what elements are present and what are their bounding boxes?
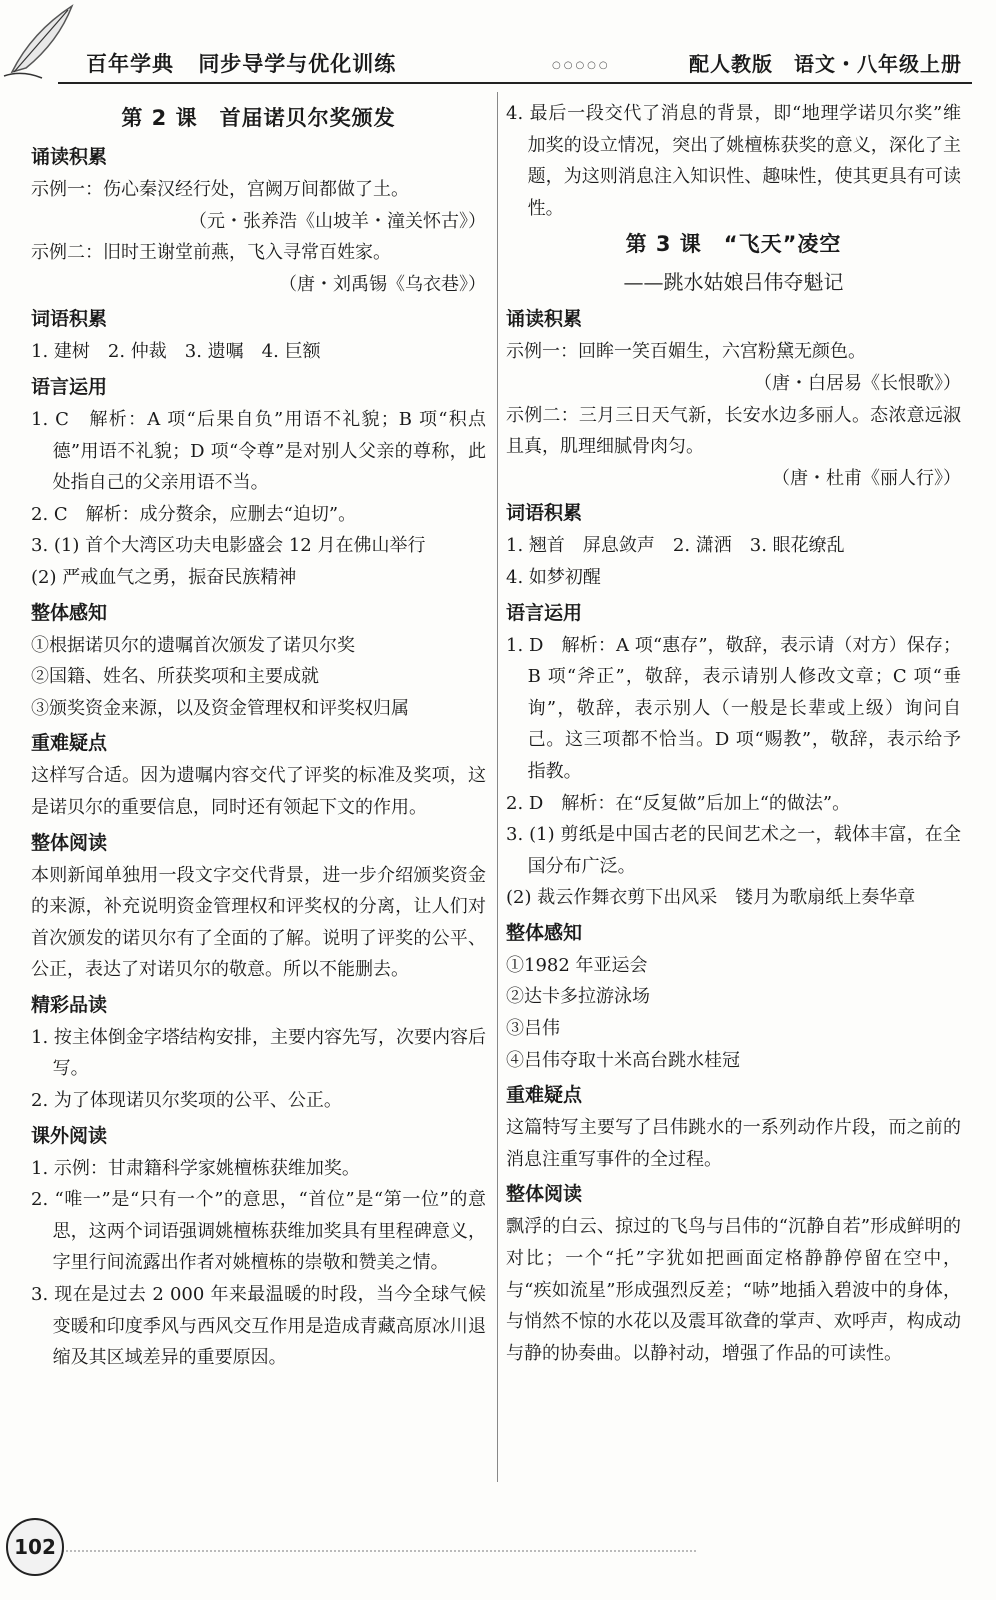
numbered-answer: (2) 裁云作舞衣剪下出风采 镂月为歌扇纸上奏华章 [506, 887, 916, 909]
book-brand [86, 48, 396, 78]
paragraph: ④吕伟夺取十米高台跳水桂冠 [506, 1049, 740, 1071]
section-heading: 词语积累 [506, 502, 583, 525]
section-heading: 整体阅读 [506, 1183, 583, 1206]
paragraph: 示例二：旧时王谢堂前燕，飞入寻常百姓家。 [31, 242, 391, 264]
header-rule [58, 82, 972, 84]
brand-subtitle: 同步导学与优化训练 [198, 52, 397, 76]
lesson-title: 第 2 课 首届诺贝尔奖颁发 [121, 106, 396, 130]
numbered-answer: 3. (1) 剪纸是中国古老的民间艺术之一，载体丰富，在全国分布广泛。 [506, 824, 961, 877]
header-dots: ○○○○○ [552, 60, 611, 71]
section-heading: 语言运用 [31, 375, 108, 398]
section-heading: 整体阅读 [31, 831, 108, 854]
source-citation: （唐・白居易《长恨歌》） [754, 372, 961, 394]
source-citation: （元・张养浩《山坡羊・潼关怀古》） [189, 210, 486, 232]
numbered-answer: 1. C 解析：A 项“后果自负”用语不礼貌；B 项“积点德”用语不礼貌；D 项“令尊”是对别人父亲的尊称，此处指自己的父亲用语不当。 [31, 408, 486, 494]
section-heading: 词语积累 [31, 308, 108, 331]
page-header [0, 0, 996, 88]
section-heading: 整体感知 [506, 921, 583, 944]
numbered-answer: 1. D 解析：A 项“惠存”，敬辞，表示请（对方）保存；B 项“斧正”，敬辞，表示请别人修改文章；C 项“垂询”，敬辞，表示别人（一般是长辈或上级）询问自己。这三项都不恰当。D 项“赐教”，敬辞，表示给予指教。 [506, 634, 961, 782]
paragraph: 4. 如梦初醒 [506, 566, 601, 588]
paragraph: ①1982 年亚运会 [506, 954, 648, 976]
page-footer [0, 1500, 996, 1600]
paragraph: 示例二：三月三日天气新，长安水边多丽人。态浓意远淑且真，肌理细腻骨肉匀。 [506, 404, 961, 458]
column-divider [497, 92, 498, 1482]
paragraph: ③吕伟 [506, 1018, 560, 1040]
brand-name: 百年学典 [86, 52, 174, 76]
section-heading: 整体感知 [31, 601, 108, 624]
numbered-answer: 2. D 解析：在“反复做”后加上“的做法”。 [506, 792, 851, 814]
section-heading: 语言运用 [506, 601, 583, 624]
numbered-answer: (2) 严戒血气之勇，振奋民族精神 [31, 566, 297, 588]
feather-quill-icon [2, 2, 82, 84]
paragraph: 示例一：伤心秦汉经行处，宫阙万间都做了土。 [31, 179, 409, 200]
section-heading: 诵读积累 [506, 308, 583, 331]
section-heading: 课外阅读 [31, 1124, 108, 1147]
source-citation: （唐・杜甫《丽人行》） [772, 467, 961, 489]
paragraph: ②国籍、姓名、所获奖项和主要成就 [31, 666, 319, 688]
paragraph: 这篇特写主要写了吕伟跳水的一系列动作片段，而之前的消息注重写事件的全过程。 [506, 1117, 961, 1170]
section-heading: 重难疑点 [506, 1084, 583, 1107]
numbered-answer: 2. C 解析：成分赘余，应删去“迫切”。 [31, 503, 357, 525]
paragraph: 这样写合适。因为遗嘱内容交代了评奖的标准及奖项，这是诺贝尔的重要信息，同时还有领起下文的作用。 [31, 765, 486, 818]
paragraph: 本则新闻单独用一段文字交代背景，进一步介绍颁奖资金的来源，补充说明资金管理权和评奖权的分离，让人们对首次颁发的诺贝尔有了全面的了解。说明了评奖的公平、公正，表达了对诺贝尔的敬意。所以不能删去。 [31, 864, 486, 981]
numbered-answer: 2. “唯一”是“只有一个”的意思，“首位”是“第一位”的意思，这两个词语强调姚檀栋获维加奖具有里程碑意义，字里行间流露出作者对姚檀栋的崇敬和赞美之情。 [31, 1189, 486, 1274]
paragraph: ③颁奖资金来源，以及资金管理权和评奖权归属 [31, 697, 409, 719]
numbered-answer: 1. 示例：甘肃籍科学家姚檀栋获维加奖。 [31, 1157, 360, 1179]
numbered-answer: 4. 最后一段交代了消息的背景，即“地理学诺贝尔奖”维加奖的设立情况，突出了姚檀栋获奖的意义，深化了主题，为这则消息注入知识性、趣味性，使其更具有可读性。 [506, 103, 961, 219]
section-heading: 诵读积累 [31, 146, 108, 168]
lesson-title: 第 3 课 “飞天”凌空 [625, 232, 842, 257]
numbered-answer: 2. 为了体现诺贝尔奖项的公平、公正。 [31, 1090, 342, 1112]
numbered-answer: 3. (1) 首个大湾区功夫电影盛会 12 月在佛山举行 [31, 535, 426, 557]
section-heading: 精彩品读 [31, 993, 108, 1016]
lesson-subtitle: ——跳水姑娘吕伟夺魁记 [623, 270, 844, 295]
paragraph: 飘浮的白云、掠过的飞鸟与吕伟的“沉静自若”形成鲜明的对比；一个“托”字犹如把画面定格静静停留在空中，与“疾如流星”形成强烈反差；“哧”地插入碧波中的身体，与悄然不惊的水花以及震耳欲聋的掌声、欢呼声，构成动与静的协奏曲。以静衬动，增强了作品的可读性。 [506, 1216, 961, 1364]
source-citation: （唐・刘禹锡《乌衣巷》） [279, 273, 486, 295]
right-column [506, 98, 961, 1369]
paragraph: 1. 翘首 屏息敛声 2. 潇洒 3. 眼花缭乱 [506, 535, 845, 557]
page-number: 102 [6, 1518, 64, 1576]
numbered-answer: 3. 现在是过去 2 000 年来最温暖的时段，当今全球气候变暖和印度季风与西风交互作用是造成青藏高原冰川退缩及其区域差异的重要原因。 [31, 1284, 486, 1369]
edition-label: 配人教版 语文・八年级上册 [689, 52, 962, 76]
paragraph: ①根据诺贝尔的遗嘱首次颁发了诺贝尔奖 [31, 634, 355, 656]
numbered-answer: 1. 按主体倒金字塔结构安排，主要内容先写，次要内容后写。 [31, 1026, 486, 1080]
footer-rule [62, 1550, 696, 1552]
paragraph: 1. 建树 2. 仲裁 3. 遗嘱 4. 巨额 [31, 341, 321, 363]
paragraph: 示例一：回眸一笑百媚生，六宫粉黛无颜色。 [506, 341, 866, 363]
section-heading: 重难疑点 [31, 732, 108, 755]
left-column [31, 98, 486, 1374]
paragraph: ②达卡多拉游泳场 [506, 986, 650, 1008]
